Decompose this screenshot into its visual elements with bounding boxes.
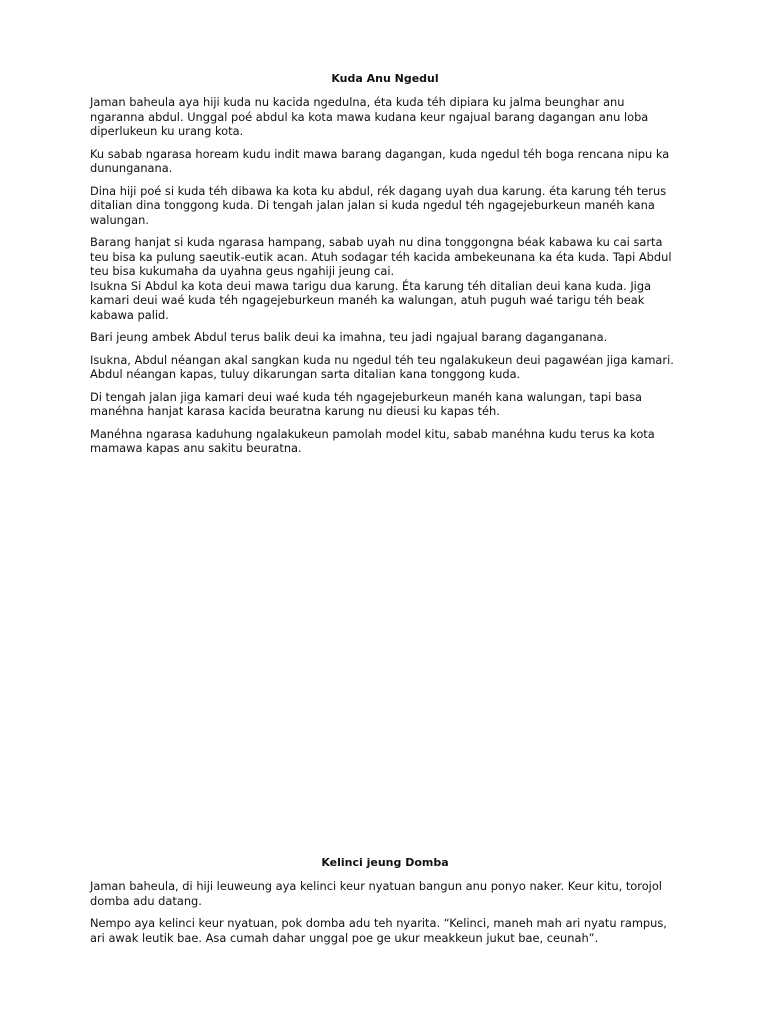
story-paragraph: Bari jeung ambek Abdul terus balik deui ka imahna, teu jadi ngajual barang daganganana. bbox=[90, 330, 608, 344]
story-paragraph: Isukna, Abdul néangan akal sangkan kuda nu ngedul téh teu ngalakukeun deui pagawéan jiga kamari. Abdul néangan kapas, tuluy dikarungan sarta ditalian kana tonggong kuda. bbox=[90, 352, 674, 381]
story-title: Kelinci jeung Domba bbox=[321, 856, 449, 869]
story-title: Kuda Anu Ngedul bbox=[331, 72, 439, 85]
story-paragraph: Manéhna ngarasa kaduhung ngalakukeun pamolah model kitu, sabab manéhna kudu terus ka kota mamawa kapas anu sakitu beuratna. bbox=[90, 426, 655, 455]
story-kelinci-jeung-domba bbox=[90, 856, 680, 953]
story-kuda-anu-ngedul bbox=[90, 72, 680, 464]
story-paragraph: Ku sabab ngarasa hoream kudu indit mawa barang dagangan, kuda ngedul téh boga rencana nipu ka dununganana. bbox=[90, 146, 670, 175]
story-paragraph: Jaman baheula aya hiji kuda nu kacida ngedulna, éta kuda téh dipiara ku jalma beunghar anu ngaranna abdul. Unggal poé abdul ka kota mawa kudana keur ngajual barang dagangan anu loba diperlukeun ku urang kota. bbox=[90, 95, 649, 138]
story-paragraph: Dina hiji poé si kuda téh dibawa ka kota ku abdul, rék dagang uyah dua karung. éta karung téh terus ditalian dina tonggong kuda. Di tengah jalan jalan si kuda ngedul téh ngagejeburkeun manéh kana walungan. bbox=[90, 183, 667, 227]
story-paragraph: Jaman baheula, di hiji leuweung aya kelinci keur nyatuan bangun anu ponyo naker. Keur kitu, torojol domba adu datang. bbox=[90, 879, 662, 908]
story-paragraph: Di tengah jalan jiga kamari deui waé kuda téh ngagejeburkeun manéh kana walungan, tapi basa manéhna hanjat karasa kacida beuratna karung nu dieusi ku kapas téh. bbox=[90, 389, 643, 418]
story-paragraph: Barang hanjat si kuda ngarasa hampang, sabab uyah nu dina tonggongna béak kabawa ku cai sarta teu bisa ka pulung saeutik-eutik acan. Atuh sodagar téh kacida ambekeunana ka éta kuda. Tapi Abdul teu bisa kukumaha da uyahna geus ngahiji jeung cai. Isukna Si Abdul ka kota deui mawa tarigu dua karung. Éta karung téh ditalian deui kana kuda. Jiga kamari deui waé kuda téh ngagejeburkeun manéh ka walungan, atuh puguh waé tarigu téh beak kabawa palid. bbox=[90, 235, 672, 322]
story-paragraph: Nempo aya kelinci keur nyatuan, pok domba adu teh nyarita. “Kelinci, maneh mah ari nyatu rampus, ari awak leutik bae. Asa cumah dahar unggal poe ge ukur meakkeun jukut bae, ceunah”. bbox=[90, 916, 667, 945]
